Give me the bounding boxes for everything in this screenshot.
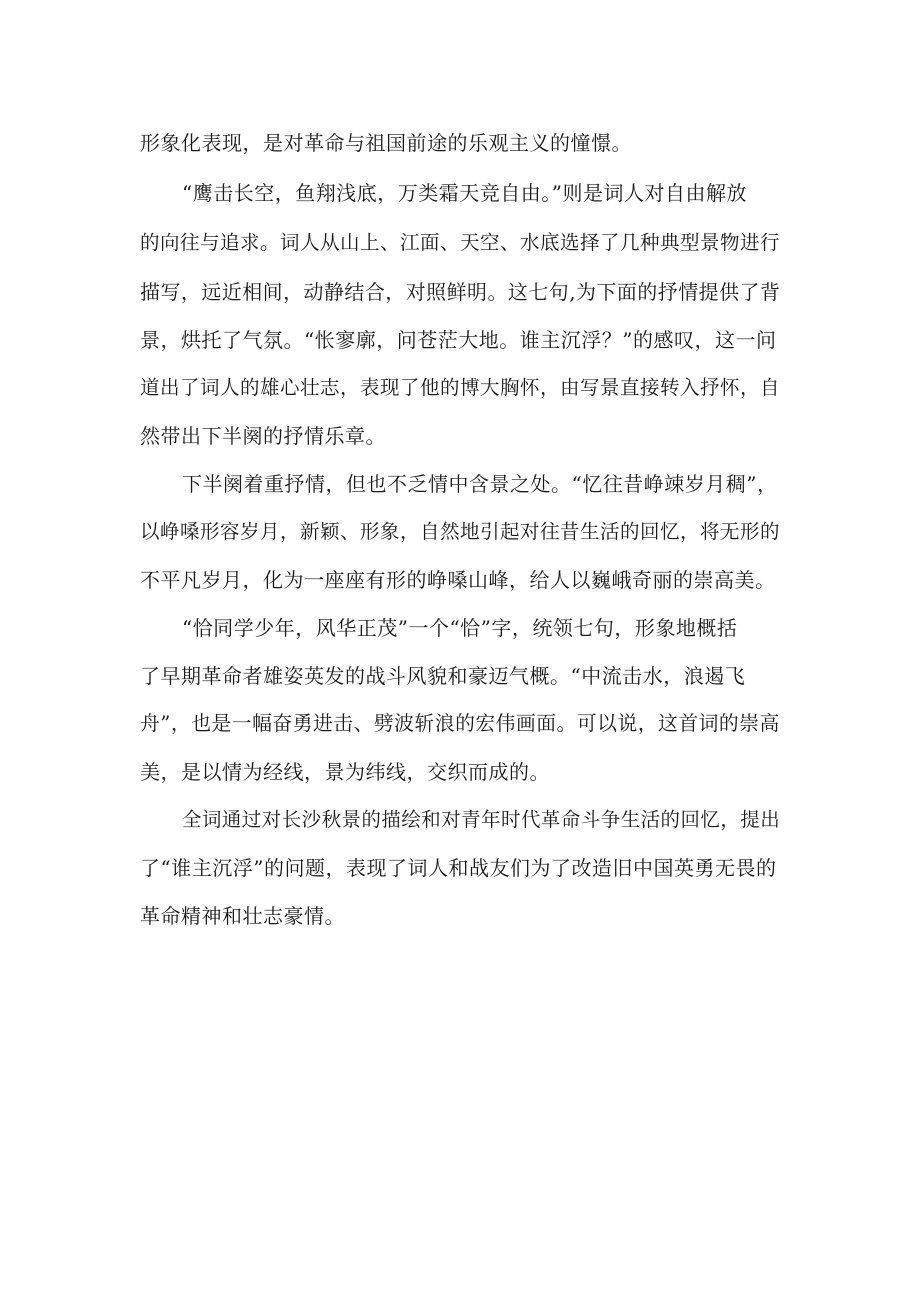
text-line: 舟”，也是一幅奋勇进击、劈波斩浪的宏伟画面。可以说，这首词的崇高 <box>140 712 780 735</box>
text-line: “鹰击长空，鱼翔浅底，万类霜天竞自由。”则是词人对自由解放 <box>182 181 747 205</box>
text-line: 了“谁主沉浮”的问题，表现了词人和战友们为了改造旧中国英勇无畏的 <box>140 856 777 880</box>
text-line: 了早期革命者雄姿英发的战斗风貌和豪迈气概。“中流击水，浪遏飞 <box>140 664 746 688</box>
text-line: 下半阕着重抒情，但也不乏情中含景之处。“忆往昔峥竦岁月稠”， <box>182 472 778 496</box>
text-line: 美，是以情为经线，景为纬线，交织而成的。 <box>140 760 550 784</box>
text-line: 不平凡岁月，化为一座座有形的峥嗓山峰，给人以巍峨奇丽的崇高美。 <box>140 568 776 592</box>
text-line: “恰同学少年，风华正茂”一个“恰”字，统领七句，形象地概括 <box>182 616 738 640</box>
text-line: 的向往与追求。词人从山上、江面、天空、水底选择了几种典型景物进行 <box>140 231 781 254</box>
text-line: 全词通过对长沙秋景的描绘和对青年时代革命斗争生活的回忆，提出 <box>182 808 781 831</box>
text-line: 然带出下半阕的抒情乐章。 <box>140 424 386 448</box>
text-line: 以峥嗓形容岁月，新颖、形象，自然地引起对往昔生活的回忆，将无形的 <box>140 520 781 543</box>
text-line: 景，烘托了气氛。“怅寥廓，问苍茫大地。谁主沉浮？”的感叹，这一问 <box>140 328 777 352</box>
text-line: 革命精神和壮志豪情。 <box>140 904 345 928</box>
text-line: 形象化表现，是对革命与祖国前途的乐观主义的憧憬。 <box>140 131 632 155</box>
text-line: 描写，远近相间，动静结合，对照鲜明。这七句,为下面的抒情提供了背 <box>140 280 781 304</box>
text-line: 道出了词人的雄心壮志，表现了他的博大胸怀，由写景直接转入抒怀，自 <box>140 376 781 399</box>
